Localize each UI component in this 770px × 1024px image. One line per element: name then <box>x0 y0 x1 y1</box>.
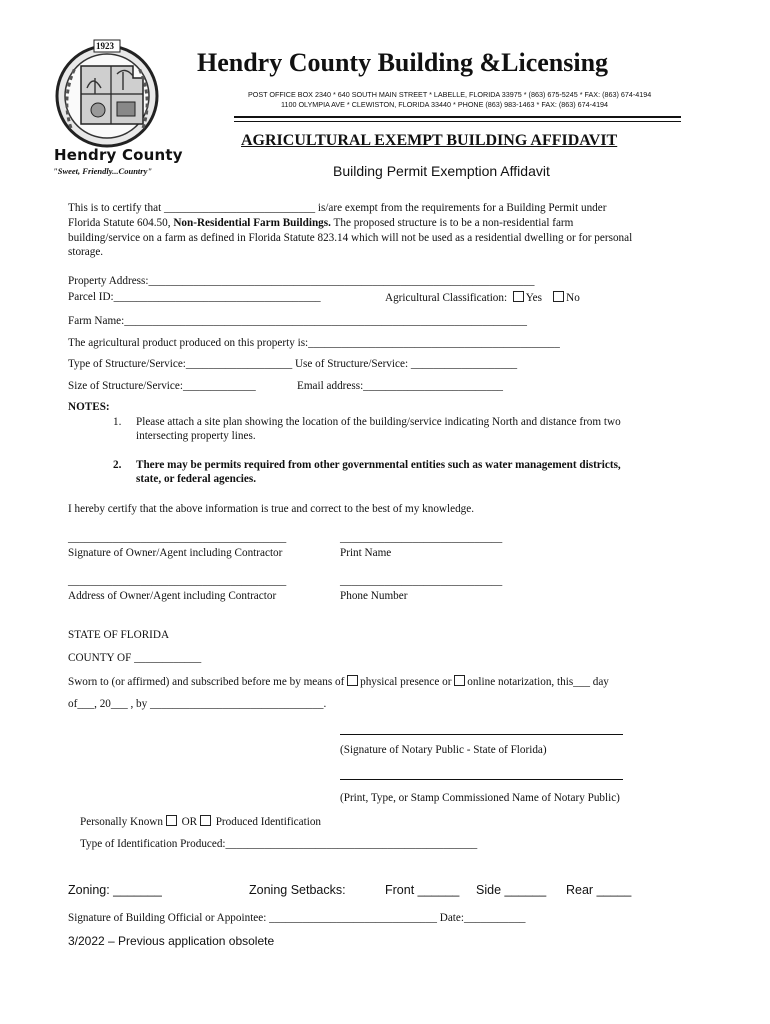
type-of-id-field[interactable]: Type of Identification Produced:_____________________________________________ <box>80 838 478 850</box>
seal-county-name: Hendry County <box>54 146 183 164</box>
no-checkbox[interactable] <box>553 291 564 302</box>
statute-name: Non-Residential Farm Buildings. <box>173 217 331 229</box>
statute-ref: Florida Statute 604.50, <box>68 217 171 229</box>
sworn-text: Sworn to (or affirmed) and subscribed before me by means of <box>68 676 345 688</box>
state-line: STATE OF FLORIDA <box>68 629 170 641</box>
intro-line-4: storage. <box>68 246 104 258</box>
online-notarization-checkbox[interactable] <box>454 675 465 686</box>
property-address-field[interactable]: Property Address:_____________________________________________________________________ <box>68 275 535 287</box>
note-2-line-2: state, or federal agencies. <box>136 473 257 485</box>
official-signature-field[interactable]: Signature of Building Official or Appointee: ______________________________ Date:___________ <box>68 912 526 924</box>
owner-signature-line[interactable]: _______________________________________ <box>68 532 287 544</box>
parcel-id-field[interactable]: Parcel ID:_____________________________________ <box>68 291 321 303</box>
address-line-2: 1100 OLYMPIA AVE * CLEWISTON, FLORIDA 33440 * PHONE (863) 983-1463 * FAX: (863) 674-4194 <box>281 100 609 109</box>
notary-name-line[interactable] <box>340 779 623 780</box>
farm-name-field[interactable]: Farm Name:________________________________________________________________________ <box>68 315 527 327</box>
document-subtitle: Building Permit Exemption Affidavit <box>333 163 550 179</box>
online-notarization-label: online notarization, this___ day <box>467 676 609 688</box>
identification-row <box>80 815 321 828</box>
ag-product-field[interactable]: The agricultural product produced on this property is:_____________________________________________ <box>68 337 560 349</box>
header-rule <box>234 116 681 122</box>
owner-address-label: Address of Owner/Agent including Contractor <box>68 590 277 602</box>
front-setback-field[interactable]: Front ______ <box>385 883 460 897</box>
sworn-statement <box>68 675 609 688</box>
zoning-setbacks-label: Zoning Setbacks: <box>249 883 346 897</box>
personally-known-checkbox[interactable] <box>166 815 177 826</box>
size-structure-field[interactable]: Size of Structure/Service:_____________ <box>68 380 256 392</box>
notary-signature-label: (Signature of Notary Public - State of Florida) <box>340 744 547 756</box>
notes-heading: NOTES: <box>68 401 110 413</box>
print-name-label: Print Name <box>340 547 392 559</box>
or-label: OR <box>181 816 198 828</box>
phone-label: Phone Number <box>340 590 408 602</box>
intro-line-3: building/service on a farm as defined in Florida Statute 823.14 which will not be used as a residential dwelling or for personal <box>68 232 633 244</box>
intro-line-2 <box>68 217 573 229</box>
email-field[interactable]: Email address:_________________________ <box>297 380 504 392</box>
personally-known-label: Personally Known <box>80 816 163 828</box>
note-1-line-2: intersecting property lines. <box>136 430 256 442</box>
physical-presence-checkbox[interactable] <box>347 675 358 686</box>
side-setback-field[interactable]: Side ______ <box>476 883 547 897</box>
date-by-line[interactable]: of___, 20___ , by _______________________________. <box>68 698 327 710</box>
agency-title: Hendry County Building &Licensing <box>197 48 609 77</box>
seal-year: 1923 <box>96 41 114 51</box>
revision-footer: 3/2022 – Previous application obsolete <box>68 934 275 948</box>
notary-signature-line[interactable] <box>340 734 623 735</box>
zoning-field[interactable]: Zoning: _______ <box>68 883 162 897</box>
notary-name-label: (Print, Type, or Stamp Commissioned Name of Notary Public) <box>340 792 620 804</box>
intro-line-2-rest: The proposed structure is to be a non-residential farm <box>333 217 574 229</box>
produced-id-checkbox[interactable] <box>200 815 211 826</box>
owner-address-line[interactable]: _______________________________________ <box>68 575 287 587</box>
produced-id-label: Produced Identification <box>215 816 322 828</box>
type-structure-field[interactable]: Type of Structure/Service:___________________ Use of Structure/Service: ___________________ <box>68 358 518 370</box>
note-1-number: 1. <box>113 416 122 428</box>
yes-label: Yes <box>525 292 542 304</box>
note-1-line-1: Please attach a site plan showing the location of the building/service indicating North and distance from two <box>136 416 621 428</box>
seal-motto: "Sweet, Friendly...Country" <box>53 166 153 176</box>
yes-checkbox[interactable] <box>513 291 524 302</box>
address-line-1: POST OFFICE BOX 2340 * 640 SOUTH MAIN STREET * LABELLE, FLORIDA 33975 * (863) 675-5245 * FAX: (863) 674-4194 <box>248 90 652 99</box>
rear-setback-field[interactable]: Rear _____ <box>566 883 632 897</box>
county-seal <box>51 38 171 148</box>
note-2-number: 2. <box>113 459 122 471</box>
physical-presence-label: physical presence or <box>360 676 452 688</box>
owner-signature-label: Signature of Owner/Agent including Contractor <box>68 547 283 559</box>
ag-classification-label: Agricultural Classification: <box>385 292 508 304</box>
intro-line-1: This is to certify that ___________________________ is/are exempt from the requirements for a Building Permit under <box>68 202 607 214</box>
document-title: AGRICULTURAL EXEMPT BUILDING AFFIDAVIT <box>241 132 618 149</box>
no-label: No <box>566 292 580 304</box>
print-name-line[interactable]: _____________________________ <box>340 532 503 544</box>
ag-classification <box>385 291 580 304</box>
county-line[interactable]: COUNTY OF ____________ <box>68 652 202 664</box>
note-2-line-1: There may be permits required from other governmental entities such as water management districts, <box>136 459 621 471</box>
certification-statement: I hereby certify that the above information is true and correct to the best of my knowledge. <box>68 503 475 515</box>
phone-line[interactable]: _____________________________ <box>340 575 503 587</box>
